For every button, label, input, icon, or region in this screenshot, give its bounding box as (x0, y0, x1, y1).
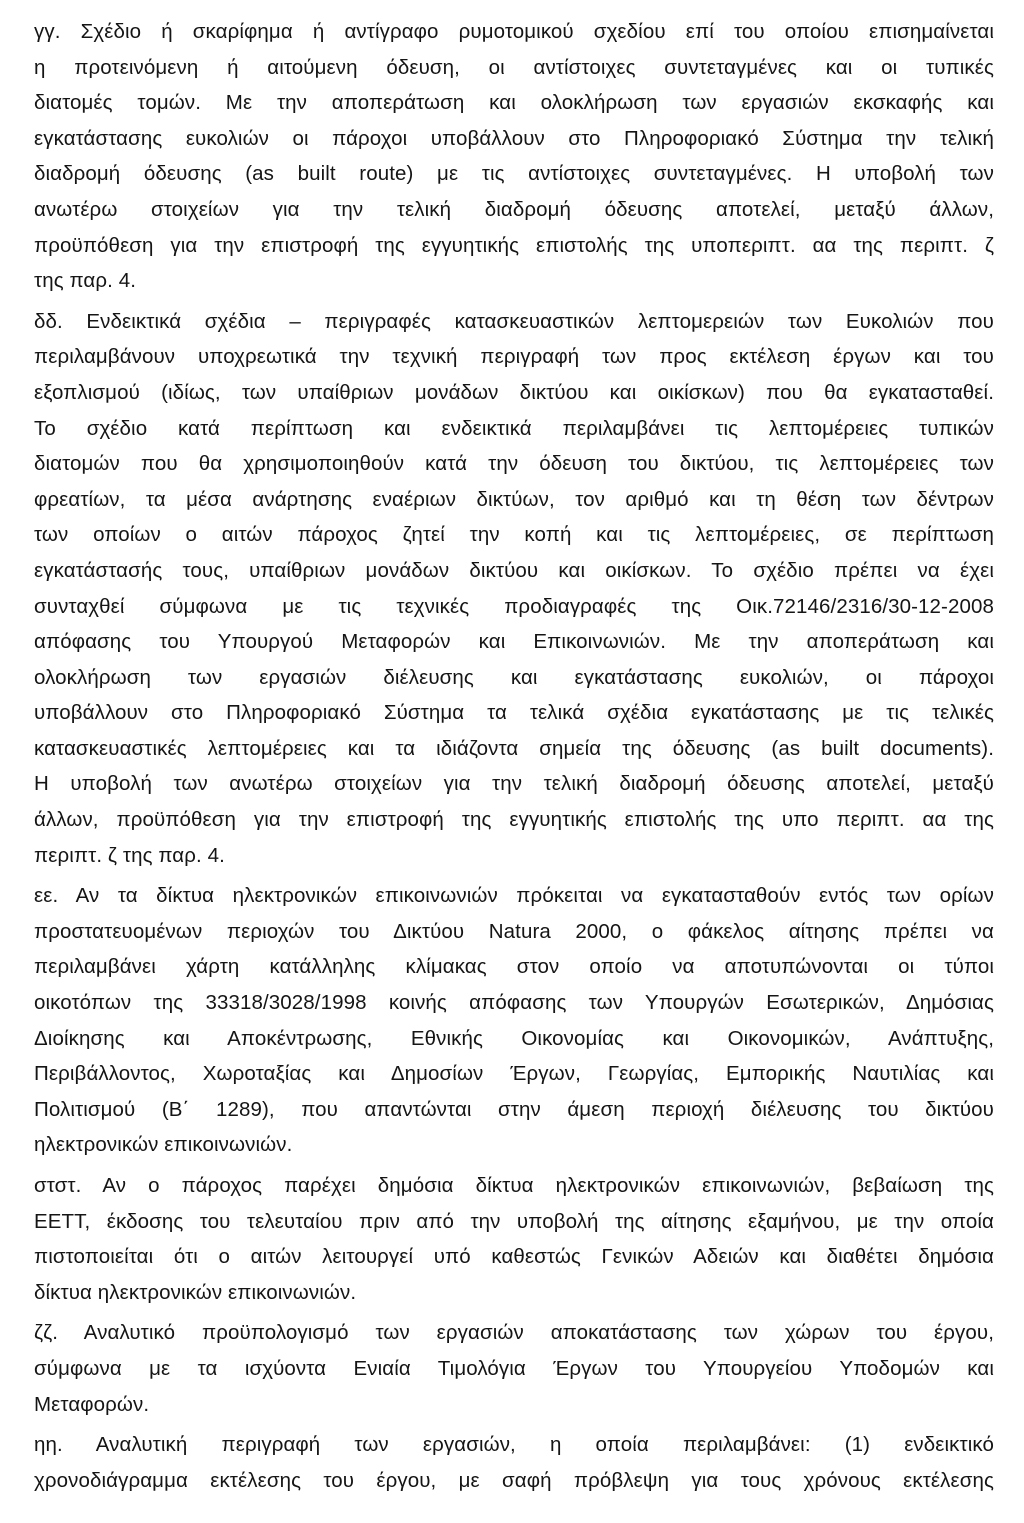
text-line: περιπτ. ζ της παρ. 4. (34, 843, 225, 867)
text-line: ηλεκτρονικών επικοινωνιών. (34, 1133, 293, 1157)
text-line: της παρ. 4. (34, 269, 137, 293)
text-line: Περιβάλλοντος, Χωροταξίας και Δημοσίων Έργων, Γεωργίας, Εμπορικής Ναυτιλίας και (34, 1062, 994, 1086)
text-line: απόφασης του Υπουργού Μεταφορών και Επικοινωνιών. Με την αποπεράτωση και (34, 630, 994, 654)
paragraph-ii (34, 1427, 994, 1498)
text-line: περιλαμβάνουν υποχρεωτικά την τεχνική περιγραφή των προς εκτέλεση έργων και του (34, 345, 994, 369)
text-line: φρεατίων, τα μέσα ανάρτησης εναέριων δικτύων, τον αριθμό και τη θέση των δέντρων (34, 487, 994, 511)
text-line: Το σχέδιο κατά περίπτωση και ενδεικτικά περιλαμβάνει τις λεπτομέρειες τυπικών (34, 416, 994, 440)
text-line: προϋπόθεση για την επιστροφή της εγγυητικής επιστολής της υποπεριπτ. αα της περιπτ. ζ (34, 233, 994, 257)
text-line: γγ. Σχέδιο ή σκαρίφημα ή αντίγραφο ρυμοτομικού σχεδίου επί του οποίου επισημαίνεται (34, 20, 994, 43)
text-line: οικοτόπων της 33318/3028/1998 κοινής απόφασης των Υπουργών Εσωτερικών, Δημόσιας (34, 991, 994, 1015)
text-line: ηη. Αναλυτική περιγραφή των εργασιών, η οποία περιλαμβάνει: (1) ενδεικτικό (34, 1433, 994, 1457)
text-line: περιλαμβάνει χάρτη κατάλληλης κλίμακας στον οποίο να αποτυπώνονται οι τύποι (34, 955, 994, 979)
paragraph-dd (34, 304, 994, 874)
paragraph-gg (34, 14, 994, 299)
text-line: στστ. Αν ο πάροχος παρέχει δημόσια δίκτυα ηλεκτρονικών επικοινωνιών, βεβαίωση της (34, 1174, 994, 1197)
text-line: διατομών που θα χρησιμοποιηθούν κατά την όδευση του δικτύου, τις λεπτομέρειες των (34, 452, 994, 476)
text-line: υποβάλλουν στο Πληροφοριακό Σύστημα τα τελικά σχέδια εγκατάστασης με τις τελικές (34, 701, 994, 725)
text-line: ολοκλήρωση των εργασιών διέλευσης και εγκατάστασης ευκολιών, οι πάροχοι (34, 665, 994, 689)
text-line: ΕΕΤΤ, έκδοσης του τελευταίου πριν από την υποβολή της αίτησης εξαμήνου, με την οποία (34, 1209, 994, 1233)
text-line: των οποίων ο αιτών πάροχος ζητεί την κοπή και τις λεπτομέρειες, σε περίπτωση (34, 523, 994, 547)
text-line: διατομές τομών. Με την αποπεράτωση και ολοκλήρωση των εργασιών εκσκαφής και (34, 91, 994, 115)
text-line: ανωτέρω στοιχείων για την τελική διαδρομή όδευσης αποτελεί, μεταξύ άλλων, (34, 197, 994, 221)
text-line: άλλων, προϋπόθεση για την επιστροφή της εγγυητικής επιστολής της υπο περιπτ. αα της (34, 808, 994, 832)
paragraph-stst (34, 1168, 994, 1310)
text-line: Διοίκησης και Αποκέντρωσης, Εθνικής Οικονομίας και Οικονομικών, Ανάπτυξης, (34, 1026, 994, 1050)
text-line: εε. Αν τα δίκτυα ηλεκτρονικών επικοινωνιών πρόκειται να εγκατασταθούν εντός των ορίων (34, 884, 994, 908)
text-line: η προτεινόμενη ή αιτούμενη όδευση, οι αντίστοιχες συντεταγμένες και οι τυπικές (34, 55, 994, 79)
text-line: σύμφωνα με τα ισχύοντα Ενιαία Τιμολόγια Έργων του Υπουργείου Υποδομών και (34, 1356, 994, 1380)
document-page (34, 14, 994, 1503)
text-line: ζζ. Αναλυτικό προϋπολογισμό των εργασιών αποκατάστασης των χώρων του έργου, (34, 1321, 994, 1345)
text-line: κατασκευαστικές λεπτομέρειες και τα ιδιάζοντα σημεία της όδευσης (as built documents). (34, 736, 994, 760)
text-line: πιστοποιείται ότι ο αιτών λειτουργεί υπό καθεστώς Γενικών Αδειών και διαθέτει δημόσια (34, 1245, 994, 1269)
text-line: δδ. Ενδεικτικά σχέδια – περιγραφές κατασκευαστικών λεπτομερειών των Ευκολιών που (34, 309, 994, 333)
paragraph-zz (34, 1315, 994, 1422)
text-line: Μεταφορών. (34, 1392, 150, 1416)
text-line: εγκατάστασής τους, υπαίθριων μονάδων δικτύου και οικίσκων. Το σχέδιο πρέπει να έχει (34, 558, 994, 582)
text-line: διαδρομή όδευσης (as built route) με τις αντίστοιχες συντεταγμένες. Η υποβολή των (34, 162, 994, 186)
text-line: προστατευομένων περιοχών του Δικτύου Natura 2000, ο φάκελος αίτησης πρέπει να (34, 919, 994, 943)
text-line: εξοπλισμού (ιδίως, των υπαίθριων μονάδων δικτύου και οικίσκων) που θα εγκατασταθεί. (34, 380, 994, 404)
text-line: συνταχθεί σύμφωνα με τις τεχνικές προδιαγραφές της Οικ.72146/2316/30-12-2008 (34, 594, 994, 618)
text-line: χρονοδιάγραμμα εκτέλεσης του έργου, με σαφή πρόβλεψη για τους χρόνους εκτέλεσης (34, 1468, 994, 1492)
text-line: δίκτυα ηλεκτρονικών επικοινωνιών. (34, 1280, 357, 1304)
text-line: Η υποβολή των ανωτέρω στοιχείων για την τελική διαδρομή όδευσης αποτελεί, μεταξύ (34, 772, 994, 796)
text-line: Πολιτισμού (Β΄ 1289), που απαντώνται στην άμεση περιοχή διέλευσης του δικτύου (34, 1097, 994, 1121)
text-line: εγκατάστασης ευκολιών οι πάροχοι υποβάλλουν στο Πληροφοριακό Σύστημα την τελική (34, 126, 994, 150)
paragraph-ee (34, 878, 994, 1163)
